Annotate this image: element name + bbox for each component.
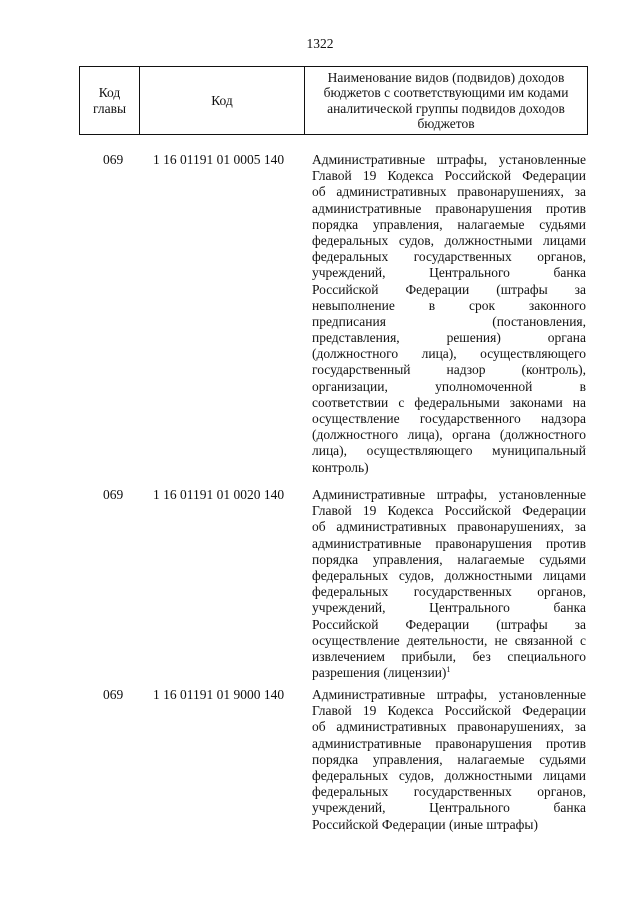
income-code: 1 16 01191 01 9000 140 — [153, 687, 285, 702]
description-line-text: Главой 19 Кодекса Российской Федерации — [312, 168, 586, 184]
description-line — [312, 330, 586, 346]
chapter-code: 069 — [103, 687, 124, 702]
description-line — [312, 460, 586, 476]
header-description-line: аналитической группы подвидов доходов — [327, 100, 565, 116]
header-chapter-code-line: главы — [92, 100, 127, 116]
description-line — [312, 427, 586, 443]
description-line — [312, 298, 586, 314]
description-line — [312, 411, 586, 427]
table-header — [79, 66, 588, 135]
description-line-text: федеральных государственных органов, — [312, 249, 586, 265]
description-line-text: Административные штрафы, установленные — [312, 487, 586, 502]
description-line-text: порядка управления, налагаемые судьями — [312, 216, 586, 232]
description-line — [312, 784, 586, 800]
description-line-text: соответствии с федеральными законами на — [312, 394, 586, 410]
description-line — [312, 233, 586, 249]
description-line-text: порядка управления, налагаемые судьями — [312, 751, 586, 767]
description-line — [312, 487, 586, 503]
description-line-text: лица), осуществляющего муниципальный — [312, 443, 586, 459]
description-line — [312, 536, 586, 552]
description-line-text: организации, уполномоченной в — [312, 378, 586, 394]
description-line — [312, 552, 586, 568]
description-line-text: Главой 19 Кодекса Российской Федерации — [312, 503, 586, 519]
description-line-text: административные правонарушения против — [312, 735, 586, 751]
description-line — [312, 184, 586, 200]
description-line — [312, 665, 586, 681]
description-line-text: Административные штрафы, установленные — [312, 687, 586, 702]
description-line — [312, 443, 586, 459]
description-line-text: об административных правонарушениях, за — [312, 184, 586, 200]
description-line-text: государственный надзор (контроль), — [312, 362, 586, 378]
description-line-text: осуществление государственного надзора — [312, 411, 586, 426]
description-line-text: об административных правонарушениях, за — [312, 719, 586, 735]
header-description-line: бюджетов — [417, 116, 475, 131]
description-line — [312, 703, 586, 719]
description-line — [312, 362, 586, 378]
page-number: 1322 — [306, 36, 334, 51]
header-chapter-code-line: Код — [98, 85, 121, 100]
description-line-text: Российской Федерации (иные штрафы) — [312, 816, 538, 832]
chapter-code: 069 — [103, 152, 124, 167]
description-line — [312, 687, 586, 703]
description-line — [312, 152, 586, 168]
description-line-text: разрешения (лицензии) — [312, 665, 447, 681]
description-line-text: учреждений, Центрального банка — [312, 800, 586, 816]
description-line-text: федеральных государственных органов, — [312, 784, 586, 800]
income-description — [312, 487, 586, 681]
description-line — [312, 379, 586, 395]
description-line — [312, 600, 586, 616]
description-line — [312, 395, 586, 411]
description-line — [312, 346, 586, 362]
description-line-text: федеральных государственных органов, — [312, 584, 586, 600]
header-chapter-code — [80, 67, 140, 135]
description-line — [312, 249, 586, 265]
description-line — [312, 800, 586, 816]
description-line-text: Российской Федерации (штрафы за — [312, 616, 586, 632]
description-line-text: порядка управления, налагаемые судьями — [312, 551, 586, 567]
description-line — [312, 752, 586, 768]
description-line-text: представления, решения) органа — [312, 330, 586, 346]
description-line-text: федеральных судов, должностными лицами — [312, 232, 586, 248]
description-line — [312, 519, 586, 535]
description-line — [312, 817, 586, 833]
footnote-mark: 1 — [446, 665, 451, 675]
description-line-text: административные правонарушения против — [312, 535, 586, 551]
description-line — [312, 201, 586, 217]
chapter-code: 069 — [103, 487, 124, 502]
description-line-text: невыполнение в срок законного — [312, 297, 586, 313]
description-line-text: федеральных судов, должностными лицами — [312, 567, 586, 583]
description-line-text: осуществление деятельности, не связанной с — [312, 632, 586, 648]
description-line-text: Российской Федерации (штрафы за — [312, 281, 586, 297]
description-line-text: об административных правонарушениях, за — [312, 519, 586, 535]
description-line-text: Главой 19 Кодекса Российской Федерации — [312, 703, 586, 719]
income-description — [312, 152, 586, 476]
description-line-text: (должностного лица), органа (должностного — [312, 427, 586, 443]
description-line-text: (должностного лица), осуществляющего — [312, 346, 586, 362]
description-line-text: учреждений, Центрального банка — [312, 265, 586, 281]
description-line — [312, 265, 586, 281]
description-line-text: контроль) — [312, 459, 369, 475]
description-line — [312, 568, 586, 584]
description-line — [312, 617, 586, 633]
description-line-text: извлечением прибыли, без специального — [312, 648, 586, 664]
description-line — [312, 719, 586, 735]
description-line — [312, 736, 586, 752]
description-line — [312, 314, 586, 330]
description-line-text: федеральных судов, должностными лицами — [312, 767, 586, 783]
description-line-text: предписания (постановления, — [312, 313, 586, 329]
description-line — [312, 633, 586, 649]
description-line — [312, 503, 586, 519]
description-line — [312, 217, 586, 233]
description-line — [312, 584, 586, 600]
header-description-line: Наименование видов (подвидов) доходов — [327, 69, 565, 85]
description-line — [312, 768, 586, 784]
income-code: 1 16 01191 01 0020 140 — [153, 487, 285, 502]
description-line-text: Административные штрафы, установленные — [312, 152, 586, 167]
header-description-line: бюджетов с соответствующими им кодами — [323, 85, 569, 100]
header-description — [305, 67, 588, 135]
income-description — [312, 687, 586, 833]
header-code: Код — [140, 67, 305, 135]
income-code: 1 16 01191 01 0005 140 — [153, 152, 285, 167]
description-line — [312, 282, 586, 298]
description-line — [312, 168, 586, 184]
description-line — [312, 649, 586, 665]
description-line-text: административные правонарушения против — [312, 200, 586, 216]
description-line-text: учреждений, Центрального банка — [312, 600, 586, 616]
